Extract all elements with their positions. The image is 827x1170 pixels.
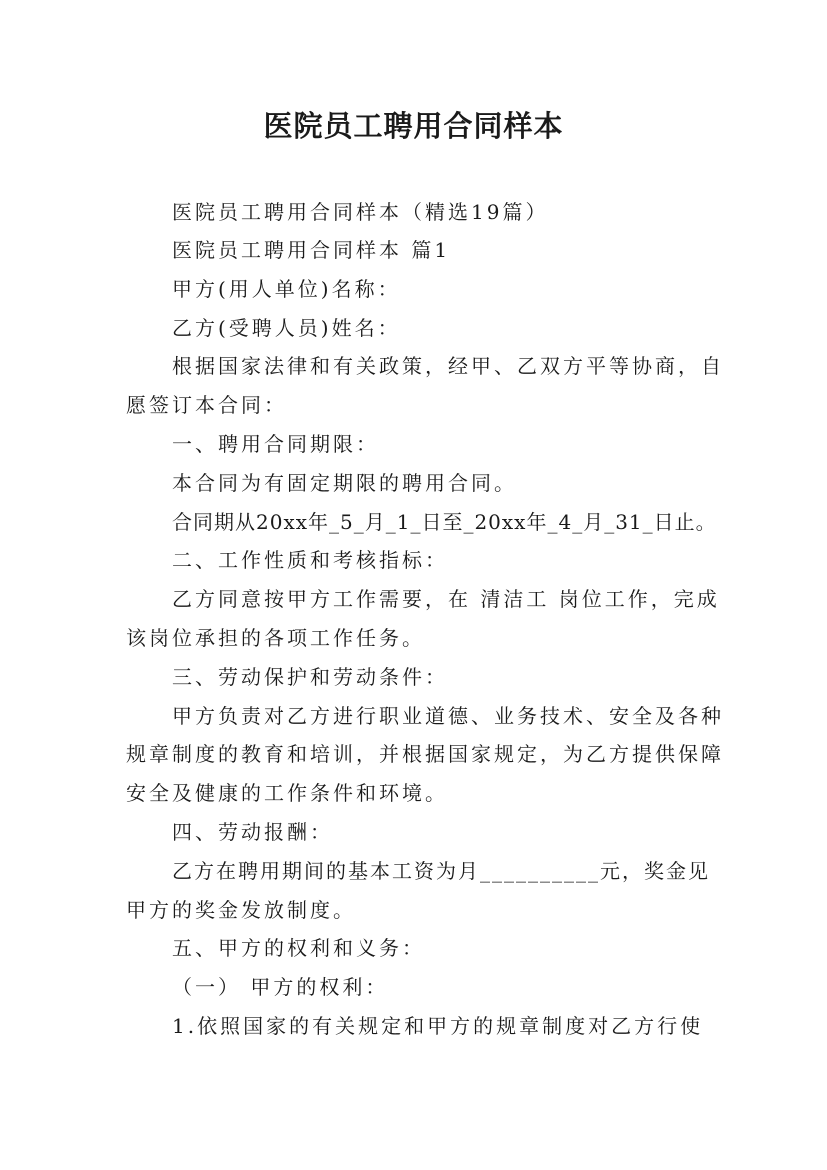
clause-heading-line: 五、甲方的权利和义务： <box>172 936 425 960</box>
clause-heading-line: 二、工作性质和考核指标： <box>172 548 448 572</box>
sub-clause-heading-line: （一） 甲方的权利： <box>172 975 389 999</box>
paragraph-line: 该岗位承担的各项工作任务。 <box>126 626 425 650</box>
salary-line: 乙方在聘用期间的基本工资为月__________元，奖金见 <box>172 859 710 883</box>
clause-heading-line: 一、聘用合同期限： <box>172 432 379 456</box>
section-heading-line: 医院员工聘用合同样本 篇1 <box>172 238 451 262</box>
contract-period-line: 合同期从20xx年_5_月_1_日至_20xx年_4_月_31_日止。 <box>172 510 717 534</box>
clause-heading-line: 四、劳动报酬： <box>172 820 333 844</box>
paragraph-line: 1.依照国家的有关规定和甲方的规章制度对乙方行使 <box>172 1014 704 1038</box>
paragraph-line: 本合同为有固定期限的聘用合同。 <box>172 471 517 495</box>
paragraph-line: 甲方的奖金发放制度。 <box>126 898 356 922</box>
document-title: 医院员工聘用合同样本 <box>263 109 564 143</box>
paragraph-line: 愿签订本合同： <box>126 393 287 417</box>
paragraph-line: 甲方负责对乙方进行职业道德、业务技术、安全及各种 <box>172 704 724 728</box>
party-b-line: 乙方(受聘人员)姓名： <box>172 316 401 340</box>
party-a-line: 甲方(用人单位)名称： <box>172 277 401 301</box>
clause-heading-line: 三、劳动保护和劳动条件： <box>172 665 448 689</box>
subtitle-line: 医院员工聘用合同样本（精选19篇） <box>172 200 549 224</box>
paragraph-line: 乙方同意按甲方工作需要，在 清洁工 岗位工作，完成 <box>172 587 720 611</box>
paragraph-line: 安全及健康的工作条件和环境。 <box>126 781 448 805</box>
paragraph-line: 规章制度的教育和培训，并根据国家规定，为乙方提供保障 <box>126 742 724 766</box>
paragraph-line: 根据国家法律和有关政策，经甲、乙双方平等协商，自 <box>172 354 724 378</box>
